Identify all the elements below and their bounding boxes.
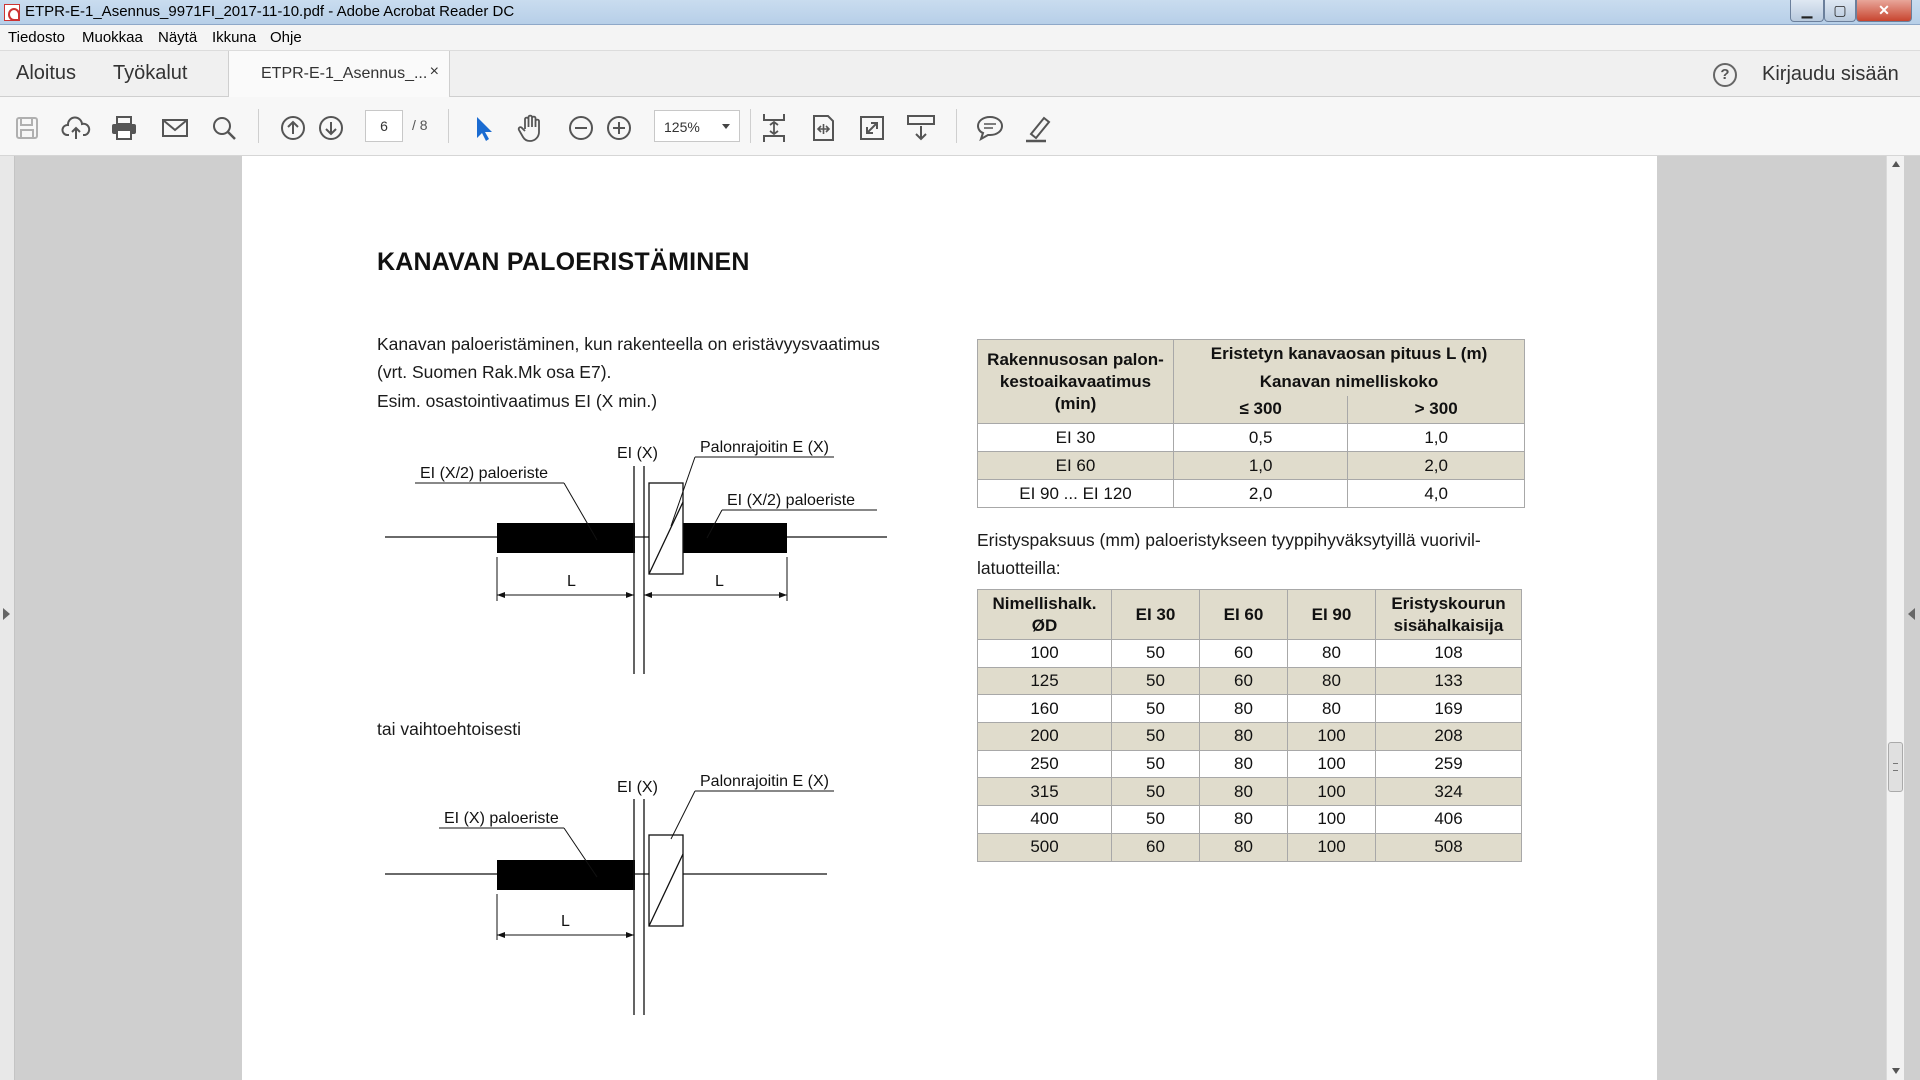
toolbar-divider xyxy=(258,109,259,143)
table-cell: 50 xyxy=(1112,667,1200,695)
table-row xyxy=(978,723,1522,751)
next-page-icon[interactable] xyxy=(316,113,346,143)
email-icon[interactable] xyxy=(160,113,190,143)
table-cell: 100 xyxy=(1288,750,1376,778)
table-cell: 80 xyxy=(1200,833,1288,861)
header-line: Rakennusosan palon- xyxy=(987,349,1164,369)
table-cell: 406 xyxy=(1376,806,1522,834)
header-line: (min) xyxy=(1054,393,1097,413)
toolbar-divider xyxy=(448,109,449,143)
table-row xyxy=(978,695,1522,723)
table-cell: 100 xyxy=(1288,806,1376,834)
table-header-group: Kanavan nimelliskoko xyxy=(1174,368,1525,396)
fit-page-icon[interactable] xyxy=(759,113,789,143)
table-cell: 50 xyxy=(1112,778,1200,806)
document-viewport xyxy=(0,156,1920,1080)
minimize-button[interactable]: ▁ xyxy=(1790,0,1824,22)
table-header: EI 30 xyxy=(1112,590,1200,640)
table-cell: 100 xyxy=(1288,723,1376,751)
table-header: EI 90 xyxy=(1288,590,1376,640)
expand-left-panel-icon[interactable] xyxy=(3,608,10,620)
table-cell: 100 xyxy=(1288,778,1376,806)
table-cell: 250 xyxy=(978,750,1112,778)
table-cell: 60 xyxy=(1200,640,1288,668)
zoom-select[interactable] xyxy=(654,110,740,142)
table-cell: 200 xyxy=(978,723,1112,751)
table-row xyxy=(978,667,1522,695)
table-cell: 80 xyxy=(1200,806,1288,834)
installation-diagram-split xyxy=(377,426,897,686)
label-insulation-right: EI (X/2) paloeriste xyxy=(727,492,856,509)
dim-label-left: L xyxy=(567,573,576,590)
dim-label: L xyxy=(561,913,570,930)
tab-document[interactable] xyxy=(228,51,450,97)
prev-page-icon[interactable] xyxy=(278,113,308,143)
table-cell: 50 xyxy=(1112,640,1200,668)
tab-home[interactable]: Aloitus xyxy=(16,62,77,84)
table-cell: 80 xyxy=(1200,750,1288,778)
table-cell: EI 90 ... EI 120 xyxy=(978,480,1174,508)
table-row xyxy=(978,750,1522,778)
insulation-left xyxy=(497,523,635,553)
leader-line xyxy=(671,791,695,839)
cloud-upload-icon[interactable] xyxy=(61,113,91,143)
window-title: ETPR-E-1_Asennus_9971FI_2017-11-10.pdf - Adobe Acrobat Reader DC xyxy=(25,3,515,20)
table-header xyxy=(978,590,1112,640)
insulation-thickness-table xyxy=(977,589,1522,862)
scroll-down-arrow-icon[interactable] xyxy=(1892,1068,1900,1074)
maximize-button[interactable]: ▢ xyxy=(1824,0,1856,22)
table-cell: 80 xyxy=(1288,695,1376,723)
zoom-value: 125% xyxy=(664,119,700,135)
label-insulation: EI (X) paloeriste xyxy=(444,810,559,827)
table-cell: 2,0 xyxy=(1174,480,1348,508)
acrobat-icon xyxy=(4,4,20,21)
save-icon[interactable] xyxy=(12,113,42,143)
header-line: kestoaikavaatimus xyxy=(999,371,1152,391)
scrollbar-thumb[interactable] xyxy=(1888,742,1903,792)
insulation-right xyxy=(683,523,787,553)
table-header xyxy=(978,340,1174,424)
app-tab-bar xyxy=(0,51,1920,97)
intro-line: Esim. osastointivaatimus EI (X min.) xyxy=(377,391,658,411)
table-cell: 133 xyxy=(1376,667,1522,695)
fire-rating-length-table xyxy=(977,339,1525,508)
table2-intro: Eristyspaksuus (mm) paloeristykseen tyyppihyväksytyillä vuorivil- xyxy=(977,530,1481,550)
table-cell: 100 xyxy=(1288,833,1376,861)
table-cell: 80 xyxy=(1200,723,1288,751)
header-line: ØD xyxy=(1031,615,1058,635)
sign-in-link[interactable]: Kirjaudu sisään xyxy=(1762,63,1899,85)
hand-tool-icon[interactable] xyxy=(516,113,546,143)
table-cell: 60 xyxy=(1200,667,1288,695)
table-row xyxy=(978,424,1525,452)
fit-width-icon[interactable] xyxy=(808,113,838,143)
toolbar-divider xyxy=(956,109,957,143)
full-screen-icon[interactable] xyxy=(857,113,887,143)
menu-help[interactable]: Ohje xyxy=(270,29,302,46)
table-header xyxy=(1376,590,1522,640)
table-cell: EI 30 xyxy=(978,424,1174,452)
menu-view[interactable]: Näytä xyxy=(158,29,198,46)
table-cell: 208 xyxy=(1376,723,1522,751)
table-cell: 50 xyxy=(1112,750,1200,778)
table2-intro: latuotteilla: xyxy=(977,558,1061,578)
chevron-down-icon xyxy=(722,124,730,129)
close-tab-icon[interactable]: × xyxy=(429,63,439,80)
intro-line: (vrt. Suomen Rak.Mk osa E7). xyxy=(377,362,612,382)
table-row xyxy=(978,480,1525,508)
table-cell: EI 60 xyxy=(978,452,1174,480)
toolbar-divider xyxy=(750,109,751,143)
table-row xyxy=(978,806,1522,834)
tab-tools[interactable]: Työkalut xyxy=(113,62,188,84)
table-header-group: Eristetyn kanavaosan pituus L (m) xyxy=(1174,340,1525,368)
document-tab-label: ETPR-E-1_Asennus_... xyxy=(261,65,428,82)
print-icon[interactable] xyxy=(109,113,139,143)
table-row xyxy=(978,833,1522,861)
table-cell: 60 xyxy=(1112,833,1200,861)
left-panel-strip xyxy=(0,156,15,1080)
table-cell: 1,0 xyxy=(1174,452,1348,480)
table-cell: 508 xyxy=(1376,833,1522,861)
table-row xyxy=(978,640,1522,668)
select-tool-icon[interactable] xyxy=(468,113,498,143)
highlight-icon[interactable] xyxy=(1024,113,1054,143)
table-cell: 50 xyxy=(1112,695,1200,723)
label-limiter: Palonrajoitin E (X) xyxy=(700,773,829,790)
insulation xyxy=(497,860,635,890)
table-cell: 500 xyxy=(978,833,1112,861)
table-header: ≤ 300 xyxy=(1174,396,1348,424)
window-title-bar xyxy=(0,0,1920,25)
table-row xyxy=(978,452,1525,480)
search-icon[interactable] xyxy=(209,113,239,143)
dim-label-right: L xyxy=(715,573,724,590)
pdf-page xyxy=(242,156,1657,1080)
table-cell: 50 xyxy=(1112,723,1200,751)
table-cell: 50 xyxy=(1112,806,1200,834)
table-header: > 300 xyxy=(1348,396,1525,424)
menu-file[interactable]: Tiedosto xyxy=(8,29,65,46)
table-cell: 259 xyxy=(1376,750,1522,778)
table-header: EI 60 xyxy=(1200,590,1288,640)
table-cell: 100 xyxy=(978,640,1112,668)
page-total: / 8 xyxy=(412,117,428,133)
table-cell: 80 xyxy=(1200,695,1288,723)
fire-damper xyxy=(649,483,683,574)
header-line: sisähalkaisija xyxy=(1393,615,1504,635)
alternative-caption: tai vaihtoehtoisesti xyxy=(377,719,521,739)
page-heading: KANAVAN PALOERISTÄMINEN xyxy=(377,248,750,276)
table-cell: 125 xyxy=(978,667,1112,695)
table-cell: 108 xyxy=(1376,640,1522,668)
scroll-up-arrow-icon[interactable] xyxy=(1892,161,1900,167)
label-insulation-left: EI (X/2) paloeriste xyxy=(420,465,549,482)
table-cell: 80 xyxy=(1288,667,1376,695)
menu-bar xyxy=(0,25,1920,51)
vertical-scrollbar[interactable] xyxy=(1886,156,1904,1080)
zoom-out-icon[interactable] xyxy=(566,113,596,143)
comment-icon[interactable] xyxy=(975,113,1005,143)
table-cell: 80 xyxy=(1288,640,1376,668)
table-cell: 169 xyxy=(1376,695,1522,723)
table-cell: 400 xyxy=(978,806,1112,834)
table-row xyxy=(978,778,1522,806)
table-cell: 80 xyxy=(1200,778,1288,806)
help-icon[interactable]: ? xyxy=(1713,63,1737,87)
fire-damper xyxy=(649,835,683,926)
expand-right-panel-icon[interactable] xyxy=(1908,608,1915,620)
menu-window[interactable]: Ikkuna xyxy=(212,29,257,46)
table-cell: 1,0 xyxy=(1348,424,1525,452)
toolbar xyxy=(0,97,1920,156)
table-cell: 315 xyxy=(978,778,1112,806)
header-line: Nimellishalk. xyxy=(992,593,1097,613)
installation-diagram-single xyxy=(377,763,897,1033)
page-number-input[interactable]: 6 xyxy=(365,110,403,142)
label-limiter: Palonrajoitin E (X) xyxy=(700,439,829,456)
close-window-button[interactable]: ✕ xyxy=(1856,0,1912,22)
table-cell: 324 xyxy=(1376,778,1522,806)
table-cell: 0,5 xyxy=(1174,424,1348,452)
zoom-in-icon[interactable] xyxy=(604,113,634,143)
header-line: Eristyskourun xyxy=(1391,593,1506,613)
menu-edit[interactable]: Muokkaa xyxy=(82,29,143,46)
table-cell: 160 xyxy=(978,695,1112,723)
label-ei: EI (X) xyxy=(617,445,658,462)
table-cell: 4,0 xyxy=(1348,480,1525,508)
label-ei: EI (X) xyxy=(617,779,658,796)
read-mode-icon[interactable] xyxy=(906,113,936,143)
intro-line: Kanavan paloeristäminen, kun rakenteella on eristävyysvaatimus xyxy=(377,334,880,354)
table-cell: 2,0 xyxy=(1348,452,1525,480)
